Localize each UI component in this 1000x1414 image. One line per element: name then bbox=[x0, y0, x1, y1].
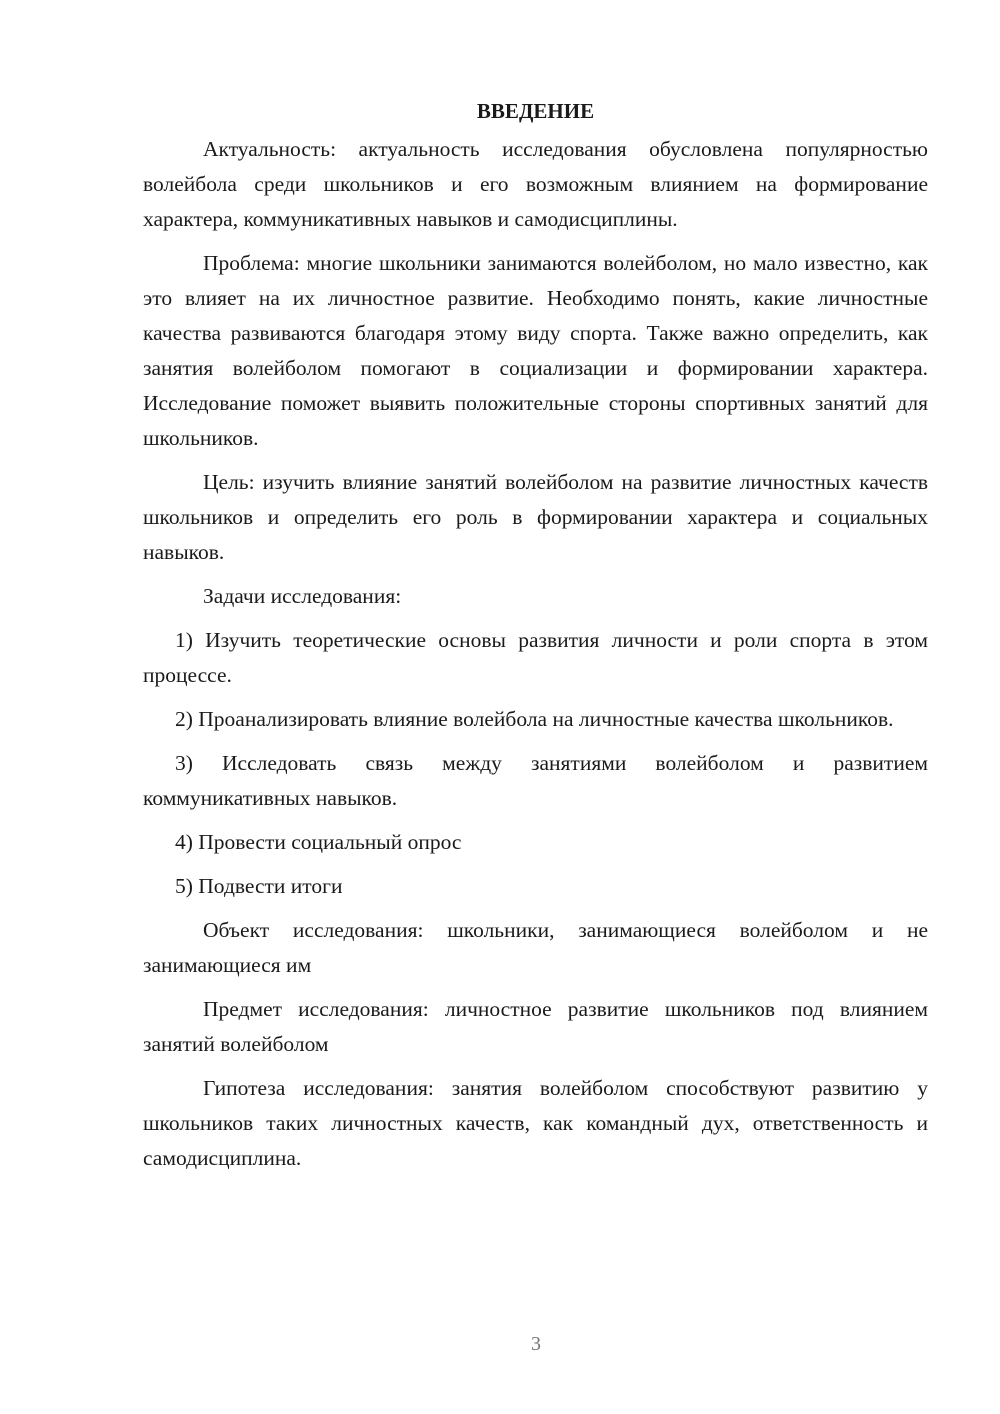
task-item-4: 4) Провести социальный опрос bbox=[175, 830, 462, 854]
paragraph-goal: Цель: изучить влияние занятий волейболом на развитие личностных качеств школьников и определить его роль в формировании характера и социальных навыков. bbox=[143, 470, 928, 564]
task-item-5: 5) Подвести итоги bbox=[175, 874, 343, 898]
paragraph-object: Объект исследования: школьники, занимающиеся волейболом и не занимающиеся им bbox=[143, 918, 928, 977]
paragraph-tasks-heading: Задачи исследования: bbox=[203, 584, 402, 608]
task-item-3: 3) Исследовать связь между занятиями волейболом и развитием коммуникативных навыков. bbox=[143, 751, 928, 810]
paragraph-hypothesis: Гипотеза исследования: занятия волейболом способствуют развитию у школьников таких личностных качеств, как командный дух, ответственность и самодисциплина. bbox=[143, 1076, 928, 1170]
task-item-1: 1) Изучить теоретические основы развития личности и роли спорта в этом процессе. bbox=[143, 628, 928, 687]
page-number: 3 bbox=[531, 1333, 541, 1355]
paragraph-subject: Предмет исследования: личностное развитие школьников под влиянием занятий волейболом bbox=[143, 997, 928, 1056]
paragraph-relevance: Актуальность: актуальность исследования обусловлена популярностью волейбола среди школьников и его возможным влиянием на формирование характера, коммуникативных навыков и самодисциплины. bbox=[143, 137, 928, 231]
page-content bbox=[143, 96, 928, 1176]
paragraph-problem: Проблема: многие школьники занимаются волейболом, но мало известно, как это влияет на их личностное развитие. Необходимо понять, какие личностные качества развиваются благодаря этому виду спорта. Также важно определить, как занятия волейболом помогают в социализации и формировании характера. Исследование поможет выявить положительные стороны спортивных занятий для школьников. bbox=[143, 251, 928, 450]
task-item-2: 2) Проанализировать влияние волейбола на личностные качества школьников. bbox=[175, 707, 894, 731]
section-title: ВВЕДЕНИЕ bbox=[476, 99, 595, 123]
